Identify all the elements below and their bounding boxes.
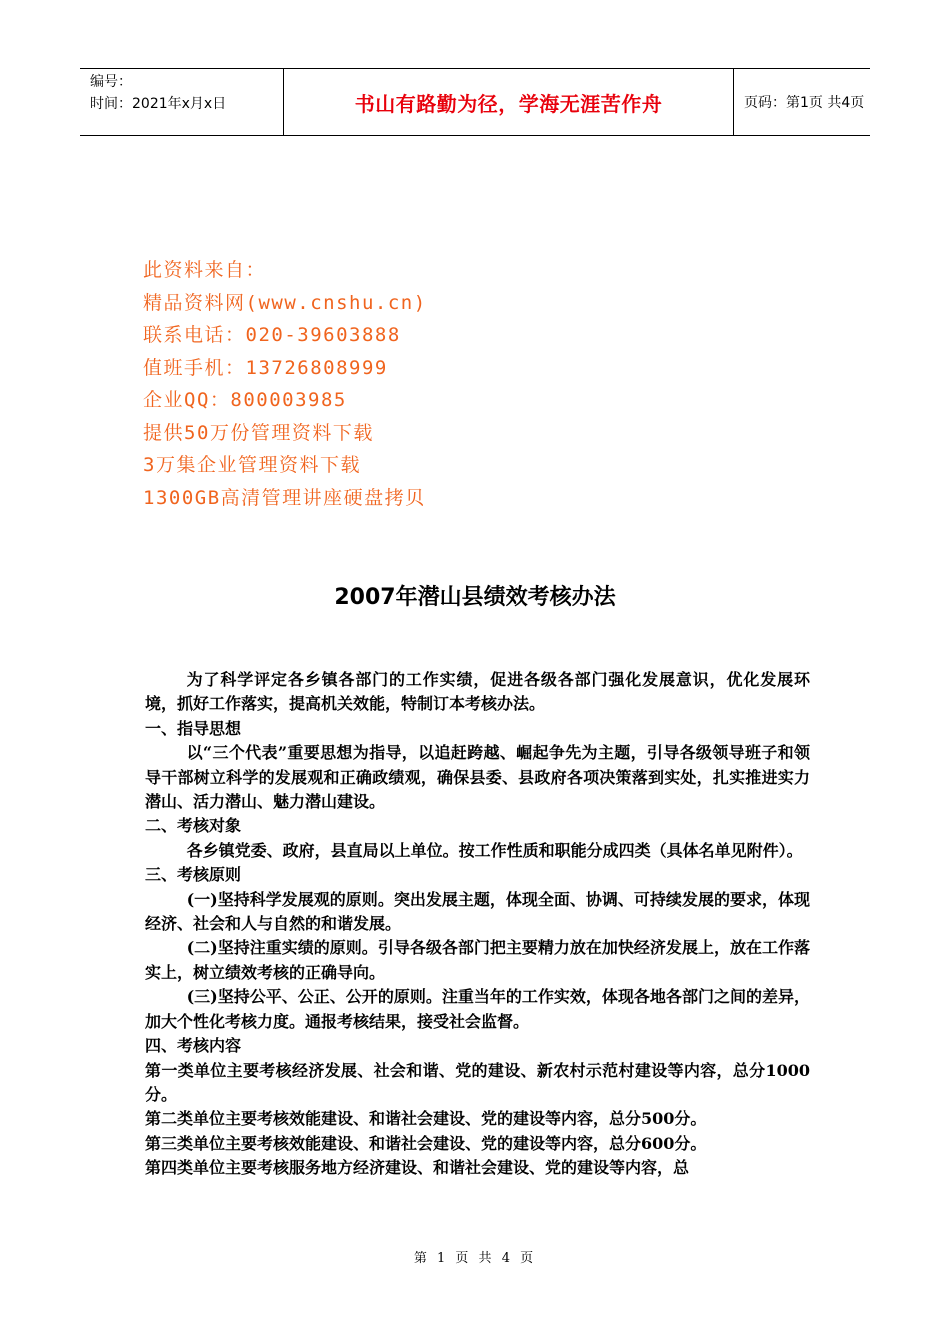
document-time: 时间：2021年x月x日 <box>90 96 227 112</box>
section-heading: 第四类单位主要考核服务地方经济建设、和谐社会建设、党的建设等内容，总 <box>145 1158 690 1178</box>
body-paragraph: 各乡镇党委、政府，县直局以上单位。按工作性质和职能分成四类（具体名单见附件）。 <box>186 840 803 860</box>
page-footer: 第 1 页 共 4 页 <box>413 1251 537 1266</box>
source-phone-line: 联系电话：020-39603888 <box>143 324 401 346</box>
section-heading: 三、考核原则 <box>145 865 242 885</box>
section-heading: 一、指导思想 <box>145 718 242 738</box>
page-header <box>80 68 870 136</box>
header-motto: 书山有路勤为径，学海无涯苦作舟 <box>354 91 663 116</box>
section-heading: 第三类单位主要考核效能建设、和谐社会建设、党的建设等内容，总分600分。 <box>145 1133 707 1153</box>
header-page-cell <box>734 69 870 135</box>
header-meta <box>80 69 283 135</box>
source-site-line: 精品资料网(www.cnshu.cn) <box>143 291 427 314</box>
document-title: 2007年潜山县绩效考核办法 <box>334 585 616 610</box>
source-offer-line: 3万集企业管理资料下载 <box>143 454 361 476</box>
document-body <box>145 668 810 1181</box>
body-paragraph: (一)坚持科学发展观的原则。突出发展主题，体现全面、协调、可持续发展的要求，体现经济、社会和人与自然的和谐发展。 <box>145 889 810 934</box>
source-info-block <box>143 254 427 514</box>
section-heading: 四、考核内容 <box>145 1036 242 1056</box>
source-qq-line: 企业QQ：800003985 <box>143 389 347 411</box>
source-mobile-line: 值班手机：13726808999 <box>143 356 388 379</box>
section-heading: 第一类单位主要考核经济发展、社会和谐、党的建设、新农村示范村建设等内容，总分1000分。 <box>145 1060 810 1104</box>
header-page-number: 页码：第1页 共4页 <box>744 95 865 111</box>
body-paragraph: 以“三个代表”重要思想为指导，以追赶跨越、崛起争先为主题，引导各级领导班子和领导干部树立科学的发展观和正确政绩观，确保县委、县政府各项决策落到实处，扎实推进实力潜山、活力潜山、魅力潜山建设。 <box>145 743 810 812</box>
section-heading: 二、考核对象 <box>145 816 242 836</box>
document-number: 编号： <box>90 74 132 90</box>
body-paragraph: 为了科学评定各乡镇各部门的工作实绩，促进各级各部门强化发展意识，优化发展环境，抓好工作落实，提高机关效能，特制订本考核办法。 <box>145 670 810 714</box>
source-offer-line: 提供50万份管理资料下载 <box>143 421 374 444</box>
header-motto-cell <box>283 69 734 135</box>
body-paragraph: (三)坚持公平、公正、公开的原则。注重当年的工作实效，体现各地各部门之间的差异，加大个性化考核力度。通报考核结果，接受社会监督。 <box>145 987 810 1031</box>
source-offer-line: 1300GB高清管理讲座硬盘拷贝 <box>143 486 426 509</box>
section-heading: 第二类单位主要考核效能建设、和谐社会建设、党的建设等内容，总分500分。 <box>145 1109 707 1129</box>
source-line: 此资料来自： <box>143 259 267 281</box>
body-paragraph: (二)坚持注重实绩的原则。引导各级各部门把主要精力放在加快经济发展上，放在工作落实上，树立绩效考核的正确导向。 <box>145 938 810 982</box>
